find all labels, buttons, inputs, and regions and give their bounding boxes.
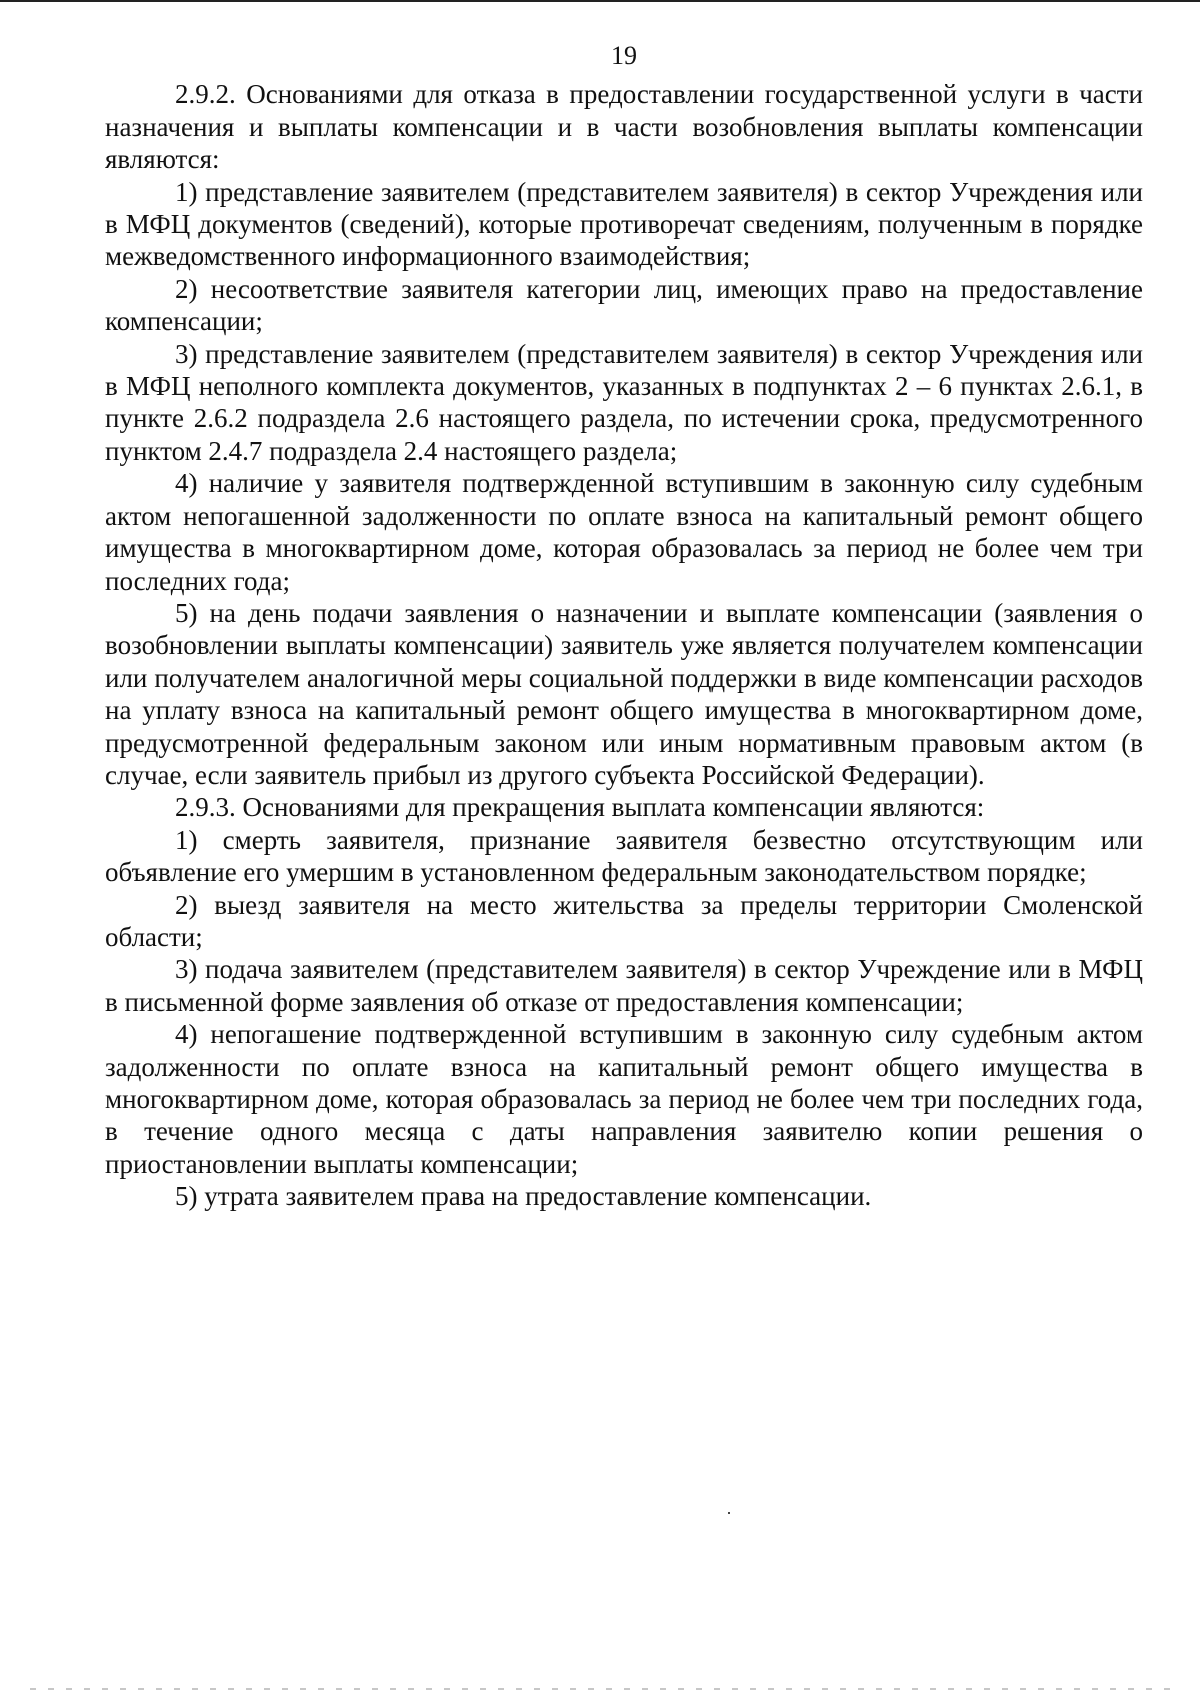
scan-speck xyxy=(728,1512,730,1514)
document-page xyxy=(105,40,1143,1213)
list-item-refusal-3: 3) представление заявителем (представителем заявителя) в сектор Учреждения или в МФЦ неполного комплекта документов, указанных в подпунктах 2 – 6 пунктах 2.6.1, в пункте 2.6.2 подраздела 2.6 настоящего раздела, по истечении срока, предусмотренного пунктом 2.4.7 подраздела 2.4 настоящего раздела; xyxy=(105,338,1143,466)
list-item-refusal-2: 2) несоответствие заявителя категории лиц, имеющих право на предоставление компенсации; xyxy=(105,273,1143,337)
scan-bottom-noise xyxy=(30,1688,1180,1690)
page-number: 19 xyxy=(611,41,637,70)
top-border-line xyxy=(0,0,1200,2)
list-item-refusal-5: 5) на день подачи заявления о назначении и выплате компенсации (заявления о возобновлении выплаты компенсации) заявитель уже является получателем компенсации или получателем аналогичной меры социальной поддержки в виде компенсации расходов на уплату взноса на капитальный ремонт общего имущества в многоквартирном доме, предусмотренной федеральным законом или иным нормативным правовым актом (в случае, если заявитель прибыл из другого субъекта Российской Федерации). xyxy=(105,597,1143,790)
list-item-refusal-4: 4) наличие у заявителя подтвержденной вступившим в законную силу судебным актом непогашенной задолженности по оплате взноса на капитальный ремонт общего имущества в многоквартирном доме, которая образовалась за период не более чем три последних года; xyxy=(105,468,1143,596)
paragraph-2-9-2: 2.9.2. Основаниями для отказа в предоставлении государственной услуги в части назначения и выплаты компенсации и в части возобновления выплаты компенсации являются: xyxy=(105,79,1143,175)
list-item-termination-5: 5) утрата заявителем права на предоставление компенсации. xyxy=(175,1181,872,1212)
list-item-termination-2: 2) выезд заявителя на место жительства за пределы территории Смоленской области; xyxy=(105,889,1143,952)
list-item-refusal-1: 1) представление заявителем (представителем заявителя) в сектор Учреждения или в МФЦ документов (сведений), которые противоречат сведениям, полученным в порядке межведомственного информационного взаимодействия; xyxy=(105,176,1143,272)
list-item-termination-3: 3) подача заявителем (представителем заявителя) в сектор Учреждение или в МФЦ в письменной форме заявления об отказе от предоставления компенсации; xyxy=(105,954,1143,1017)
paragraph-2-9-3: 2.9.3. Основаниями для прекращения выплата компенсации являются: xyxy=(175,792,985,823)
list-item-termination-4: 4) непогашение подтвержденной вступившим в законную силу судебным актом задолженности по оплате взноса на капитальный ремонт общего имущества в многоквартирном доме, которая образовалась за период не более чем три последних года, в течение одного месяца с даты направления заявителю копии решения о приостановлении выплаты компенсации; xyxy=(105,1019,1143,1179)
list-item-termination-1: 1) смерть заявителя, признание заявителя безвестно отсутствующим или объявление его умершим в установленном федеральным законодательством порядке; xyxy=(105,824,1143,888)
